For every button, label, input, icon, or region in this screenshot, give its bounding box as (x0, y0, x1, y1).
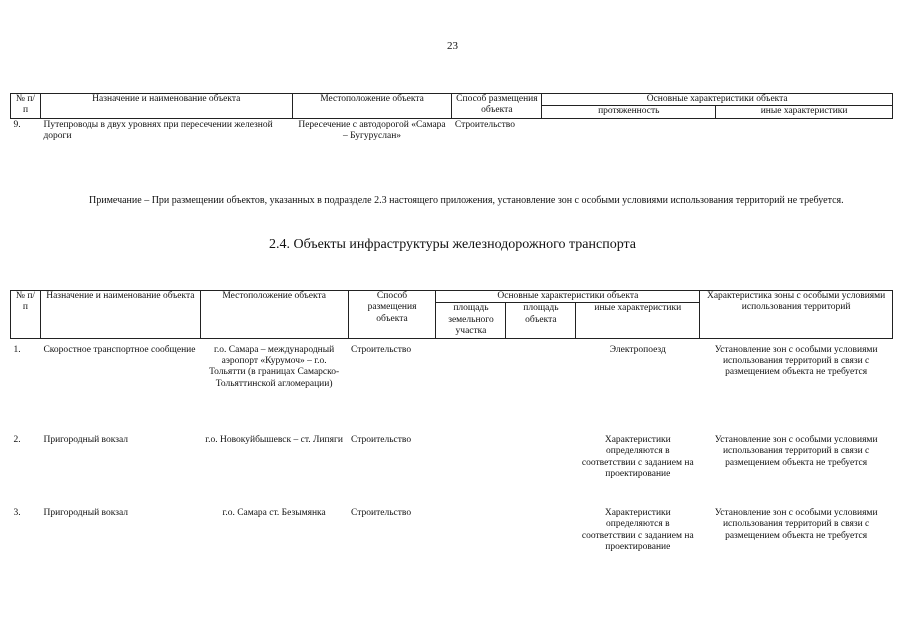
cell-other: Характеристики определяются в соответствии с заданием на проектирование (581, 435, 694, 480)
page-number: 23 (447, 40, 458, 52)
header-length: протяженность (542, 106, 716, 118)
cell-num: 9. (13, 119, 21, 130)
cell-zone: Установление зон с особыми условиями использования территорий в связи с размещением объекта не требуется (714, 344, 878, 378)
cell-land-area (436, 338, 506, 435)
cell-other (716, 118, 893, 142)
cell-method: Строительство (454, 119, 515, 130)
header-method: Способ размещения объекта (348, 291, 436, 339)
table-row (11, 118, 893, 142)
railway-objects-table (10, 290, 893, 554)
table-row (11, 338, 893, 435)
cell-purpose: Скоростное транспортное сообщение (43, 344, 196, 355)
cell-method: Строительство (351, 508, 412, 519)
header-purpose: Назначение и наименование объекта (40, 291, 200, 339)
cell-num: 2. (13, 435, 21, 446)
header-method: Способ размещения объекта (452, 94, 542, 119)
cell-other: Характеристики определяются в соответствии с заданием на проектирование (581, 508, 694, 553)
cell-land-area (436, 508, 506, 554)
header-main-characteristics: Основные характеристики объекта (436, 291, 700, 303)
cell-object-area (506, 508, 576, 554)
cell-location: г.о. Новокуйбышевск – ст. Липяги (205, 435, 343, 446)
cell-method: Строительство (351, 435, 412, 446)
cell-purpose: Пригородный вокзал (43, 435, 128, 446)
header-other: иные характеристики (716, 106, 893, 118)
section-title: 2.4. Объекты инфраструктуры железнодорожного транспорта (268, 237, 637, 252)
cell-land-area (436, 435, 506, 508)
header-main-characteristics: Основные характеристики объекта (542, 94, 893, 106)
cell-other: Электропоезд (609, 344, 666, 355)
table-row (11, 435, 893, 508)
header-purpose: Назначение и наименование объекта (40, 94, 292, 119)
header-land-area: площадь земельного участка (436, 303, 506, 338)
cell-zone: Установление зон с особыми условиями использования территорий в связи с размещением объекта не требуется (714, 435, 878, 468)
header-location: Местоположение объекта (200, 291, 348, 339)
cell-object-area (506, 435, 576, 508)
cell-method: Строительство (351, 344, 412, 355)
cell-object-area (506, 338, 576, 435)
header-other: иные характеристики (576, 303, 700, 338)
header-object-area: площадь объекта (506, 303, 576, 338)
header-zone: Характеристика зоны с особыми условиями использования территорий (700, 291, 893, 339)
cell-zone: Установление зон с особыми условиями использования территорий в связи с размещением объекта не требуется (714, 508, 878, 541)
header-location: Местоположение объекта (292, 94, 452, 119)
header-num: № п/п (11, 291, 41, 339)
cell-location: г.о. Самара – международный аэропорт «Курумоч» – г.о. Тольятти (в границах Самарско-Тольяттинской агломерации) (209, 344, 340, 389)
cell-num: 1. (13, 344, 21, 355)
objects-table-2-3 (10, 93, 893, 143)
note-paragraph: Примечание – При размещении объектов, указанных в подразделе 2.3 настоящего приложения, установление зон с особыми условиями использования территорий не требуется. (89, 195, 844, 206)
cell-location: г.о. Самара ст. Безымянка (222, 508, 326, 519)
cell-length (542, 118, 716, 142)
table-row (11, 508, 893, 554)
cell-location: Пересечение с автодорогой «Самара – Бугуруслан» (298, 119, 446, 142)
header-num: № п/п (11, 94, 41, 119)
cell-purpose: Пригородный вокзал (43, 508, 128, 519)
cell-purpose: Путепроводы в двух уровнях при пересечении железной дороги (43, 119, 273, 142)
cell-num: 3. (13, 508, 21, 519)
